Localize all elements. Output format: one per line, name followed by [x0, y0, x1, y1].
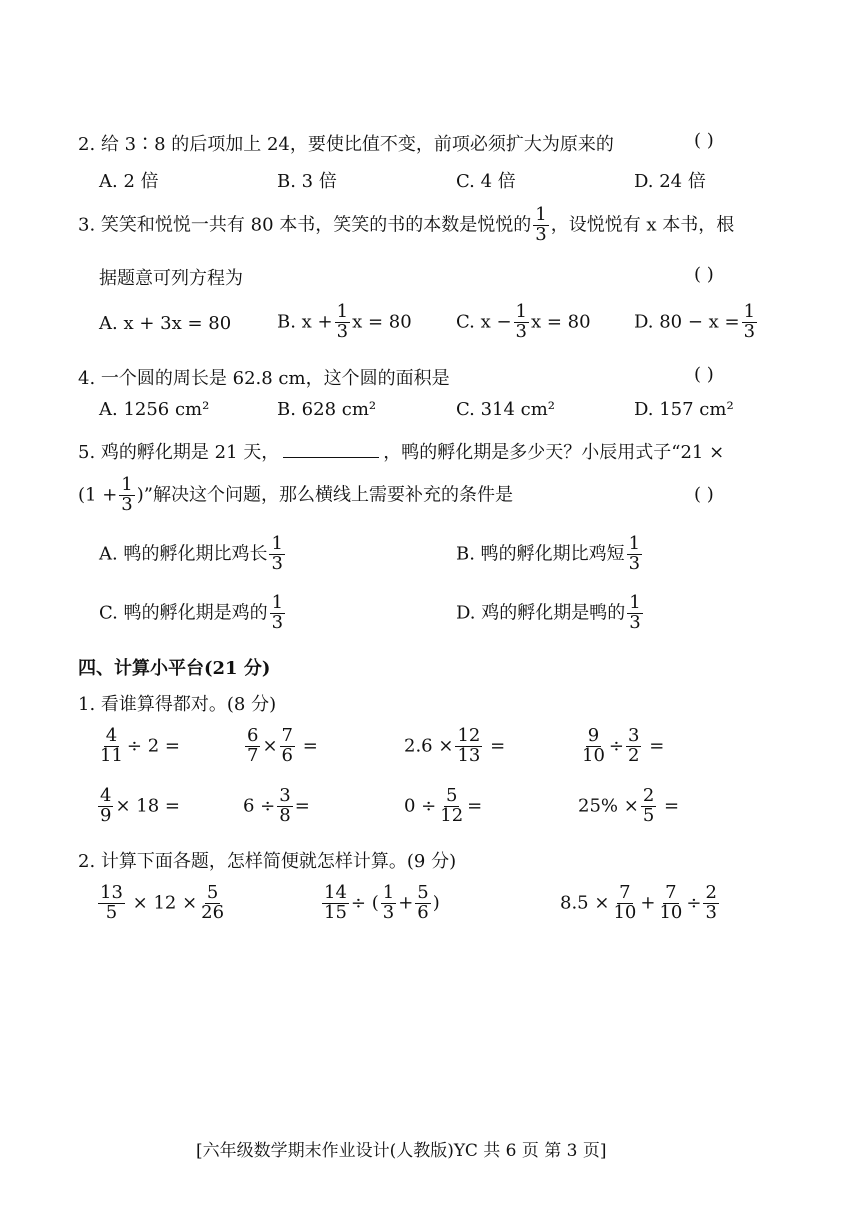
q5-stem-line2	[78, 476, 513, 515]
fraction	[245, 727, 260, 766]
numerator: 6	[247, 725, 259, 746]
numerator: 12	[457, 725, 481, 746]
fraction	[626, 727, 641, 766]
q4-option-c: C. 314 cm²	[456, 399, 556, 420]
fraction	[381, 884, 396, 923]
q4-stem: 4. 一个圆的周长是 62.8 cm，这个圆的面积是	[78, 368, 450, 389]
fraction-one-third	[270, 594, 285, 633]
q2-option-d: D. 24 倍	[634, 171, 706, 192]
fraction-one-third	[269, 535, 284, 574]
numerator: 4	[105, 725, 118, 746]
calc-r1c2	[243, 727, 318, 766]
numerator: 1	[743, 301, 756, 322]
text-segment: =	[302, 735, 318, 757]
denominator: 5	[642, 804, 655, 826]
fraction-one-third	[533, 206, 548, 245]
denominator: 6	[417, 901, 429, 923]
numerator: 9	[587, 725, 600, 746]
fraction-one-third	[119, 476, 134, 515]
q3-option-c	[456, 303, 591, 342]
q2-option-b: B. 3 倍	[277, 171, 337, 192]
text-segment: (1 +	[78, 484, 118, 506]
calc-r2c2	[243, 787, 310, 826]
numerator: 7	[281, 725, 293, 746]
fraction	[438, 787, 465, 826]
denominator: 11	[100, 744, 123, 766]
text-segment: )	[432, 892, 440, 914]
text-segment: +	[640, 892, 656, 914]
q3-answer-paren: ( )	[694, 264, 714, 285]
fraction	[455, 727, 482, 766]
q5-option-a	[99, 535, 287, 574]
q3-stem-a: 3. 笑笑和悦悦一共有 80 本书，笑笑的书的本数是悦悦的	[78, 214, 532, 236]
calc-r1c4	[578, 727, 664, 766]
denominator: 3	[743, 320, 756, 342]
text-segment: x = 80	[530, 311, 591, 333]
page-footer: [六年级数学期末作业设计(人教版)YC 共 6 页 第 3 页]	[196, 1141, 607, 1161]
text-segment: 2.6 ×	[404, 735, 454, 757]
text-segment: )”解决这个问题，那么横线上需要补充的条件是	[136, 484, 513, 506]
q2-option-a: A. 2 倍	[99, 171, 159, 192]
numerator: 1	[629, 592, 641, 613]
denominator: 8	[279, 804, 291, 826]
text-segment: ÷ (	[350, 892, 379, 914]
q5-option-b	[456, 535, 644, 574]
q4-option-b: B. 628 cm²	[277, 399, 377, 420]
denominator: 5	[105, 901, 118, 923]
fraction	[98, 727, 125, 766]
denominator: 3	[705, 901, 717, 923]
fraction-one-third	[514, 303, 529, 342]
part1-title: 1. 看谁算得都对。(8 分)	[78, 694, 277, 715]
denominator: 3	[271, 552, 283, 574]
denominator: 3	[121, 493, 133, 515]
denominator: 3	[336, 320, 349, 342]
numerator: 1	[271, 592, 284, 613]
text-segment: =	[664, 795, 680, 817]
text-segment: 0 ÷	[404, 795, 437, 817]
text-segment: ÷	[608, 735, 624, 757]
denominator: 3	[535, 223, 547, 245]
fill-blank	[283, 441, 379, 458]
q5-option-d	[456, 594, 645, 633]
numerator: 1	[515, 301, 527, 322]
fraction	[277, 787, 292, 826]
numerator: 1	[628, 533, 641, 554]
numerator: 5	[417, 882, 429, 903]
calc-r1c1	[96, 727, 180, 766]
text-segment: =	[294, 795, 310, 817]
q4-option-d: D. 157 cm²	[634, 399, 734, 420]
q3-stem-line1	[78, 206, 734, 245]
text-segment: ，鸭的孵化期是多少天？小辰用式子“21 ×	[383, 442, 725, 463]
calc-expr-3	[560, 884, 721, 923]
q3-option-b	[277, 303, 412, 342]
text-segment: C. x −	[456, 311, 512, 333]
text-segment: ÷	[686, 892, 702, 914]
denominator: 3	[629, 611, 641, 633]
denominator: 2	[628, 744, 640, 766]
denominator: 26	[201, 901, 225, 923]
numerator: 5	[206, 882, 219, 903]
q2-stem: 2. 给 3∶8 的后项加上 24，要使比值不变，前项必须扩大为原来的	[78, 134, 614, 155]
text-segment: ×	[262, 735, 278, 757]
fraction	[322, 884, 349, 923]
fraction	[580, 727, 607, 766]
fraction	[657, 884, 684, 923]
numerator: 1	[271, 533, 283, 554]
numerator: 1	[121, 474, 133, 495]
q2-option-c: C. 4 倍	[456, 171, 516, 192]
text-segment: D. 80 − x =	[634, 311, 740, 333]
numerator: 7	[619, 882, 631, 903]
numerator: 4	[100, 785, 112, 806]
fraction	[611, 884, 638, 923]
numerator: 1	[336, 301, 349, 322]
text-segment: =	[467, 795, 483, 817]
calc-expr-1	[96, 884, 228, 923]
fraction-one-third	[742, 303, 757, 342]
calc-r2c4	[578, 787, 679, 826]
denominator: 3	[515, 320, 527, 342]
numerator: 2	[705, 882, 717, 903]
text-segment: =	[649, 735, 665, 757]
numerator: 13	[100, 882, 123, 903]
text-segment: D. 鸡的孵化期是鸭的	[456, 602, 626, 624]
q5-answer-paren: ( )	[694, 484, 714, 505]
q3-option-a: A. x + 3x = 80	[99, 313, 232, 334]
fraction-one-third	[627, 535, 642, 574]
denominator: 10	[659, 901, 683, 923]
text-segment: 25% ×	[578, 795, 639, 817]
text-segment: C. 鸭的孵化期是鸡的	[99, 602, 268, 624]
q5-stem-line1	[78, 438, 724, 464]
denominator: 13	[457, 744, 481, 766]
text-segment: +	[398, 892, 414, 914]
text-segment: 5. 鸡的孵化期是 21 天，	[78, 442, 280, 463]
section-title: 四、计算小平台(21 分)	[78, 658, 271, 679]
numerator: 1	[382, 882, 395, 903]
fraction	[641, 787, 656, 826]
numerator: 7	[665, 882, 677, 903]
text-segment: × 12 ×	[132, 892, 198, 914]
text-segment: 6 ÷	[243, 795, 276, 817]
denominator: 6	[281, 744, 293, 766]
fraction	[280, 727, 295, 766]
fraction-one-third	[627, 594, 642, 633]
q4-answer-paren: ( )	[694, 364, 714, 385]
text-segment: A. 鸭的孵化期比鸡长	[99, 543, 268, 565]
calc-expr-2	[320, 884, 440, 923]
denominator: 12	[440, 804, 464, 826]
text-segment: B. 鸭的孵化期比鸡短	[456, 543, 625, 565]
numerator: 14	[324, 882, 347, 903]
q3-option-d	[634, 303, 759, 342]
text-segment: x = 80	[352, 311, 412, 333]
denominator: 9	[100, 804, 112, 826]
q2-answer-paren: ( )	[694, 130, 714, 151]
calc-r1c3	[404, 727, 505, 766]
text-segment: × 18 =	[115, 795, 180, 817]
denominator: 3	[271, 611, 284, 633]
denominator: 3	[382, 901, 395, 923]
fraction	[98, 884, 125, 923]
denominator: 3	[628, 552, 641, 574]
part2-title: 2. 计算下面各题，怎样简便就怎样计算。(9 分)	[78, 851, 457, 872]
denominator: 15	[324, 901, 347, 923]
calc-r2c1	[96, 787, 180, 826]
fraction	[98, 787, 113, 826]
text-segment: =	[490, 735, 506, 757]
q5-option-c	[99, 594, 287, 633]
denominator: 10	[582, 744, 605, 766]
q3-stem-b: ，设悦悦有 x 本书，根	[550, 214, 735, 236]
text-segment: B. x +	[277, 311, 333, 333]
fraction	[703, 884, 718, 923]
fraction-one-third	[335, 303, 350, 342]
denominator: 10	[613, 901, 637, 923]
numerator: 3	[628, 725, 640, 746]
numerator: 2	[642, 785, 655, 806]
fraction	[415, 884, 430, 923]
fraction	[199, 884, 226, 923]
numerator: 3	[279, 785, 291, 806]
calc-r2c3	[404, 787, 482, 826]
text-segment: 8.5 ×	[560, 892, 610, 914]
q4-option-a: A. 1256 cm²	[99, 399, 210, 420]
denominator: 7	[247, 744, 259, 766]
numerator: 1	[535, 204, 547, 225]
text-segment: ÷ 2 =	[126, 735, 180, 757]
q3-stem-line2: 据题意可列方程为	[99, 268, 243, 289]
numerator: 5	[445, 785, 458, 806]
